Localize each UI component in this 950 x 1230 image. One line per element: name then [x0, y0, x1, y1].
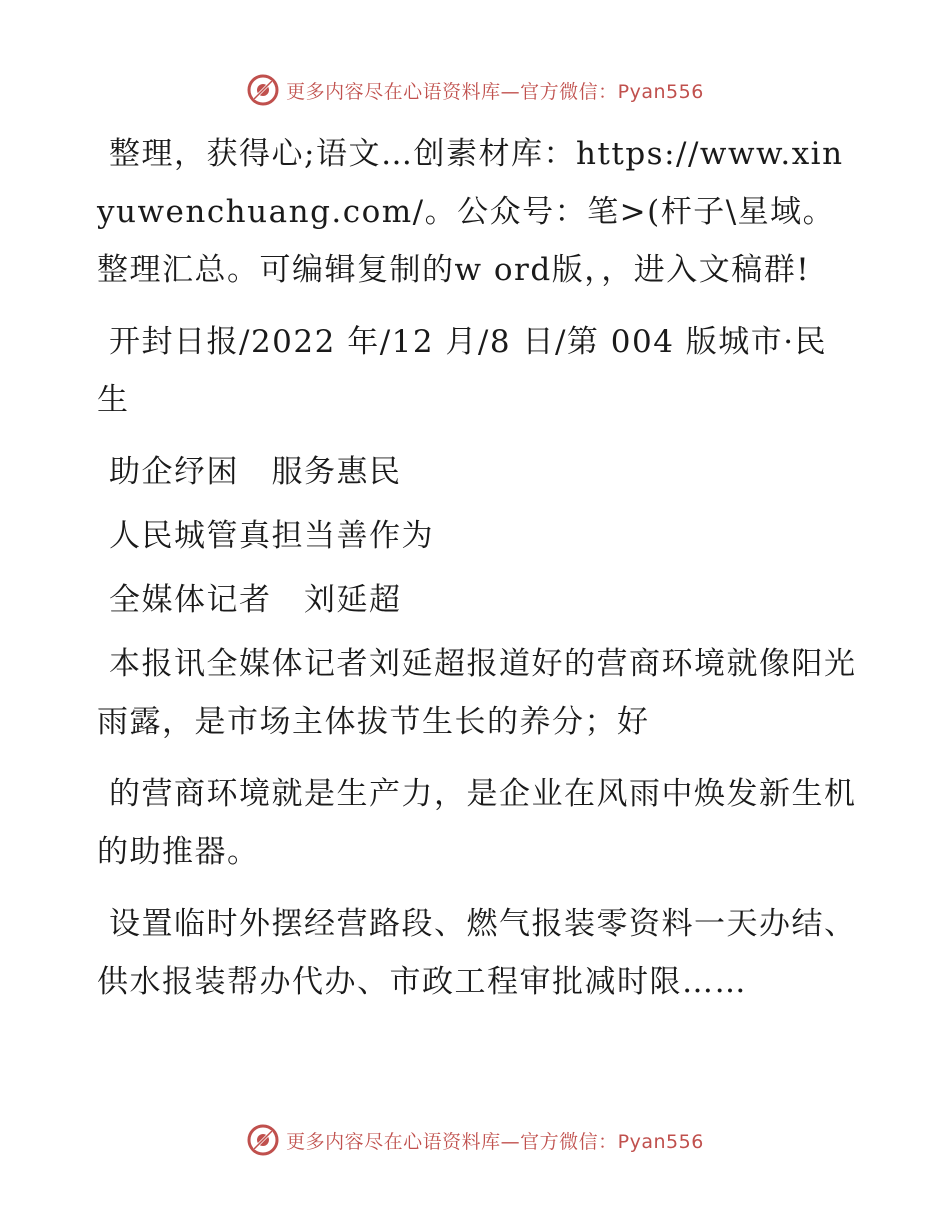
body-paragraph-3 [97, 895, 857, 1011]
pen-logo-icon [246, 1123, 280, 1157]
source-line [97, 313, 857, 429]
body-paragraph-2 [97, 765, 857, 881]
headline-primary-text: 助企纾困 服务惠民 [109, 454, 402, 490]
watermark-text: 更多内容尽在心语资料库—官方微信：Pyan556 [286, 80, 704, 103]
source-text: 开封日报/2022 年/12 月/8 日/第 004 版城市·民生 [97, 324, 828, 418]
headline-secondary-text: 人民城管真担当善作为 [109, 518, 434, 554]
intro-text: 整理，获得心;语文…创素材库：https://www.xinyuwenchuang.com/。公众号：笔>(杆子\星域。整理汇总。可编辑复制的w ord版，，进入文稿群! [97, 136, 844, 288]
body-paragraph-1 [97, 635, 857, 751]
intro-paragraph [97, 125, 857, 299]
headline-secondary [97, 507, 857, 565]
pen-logo-icon [246, 73, 280, 107]
watermark-footer [0, 1120, 950, 1160]
byline-text: 全媒体记者 刘延超 [109, 582, 402, 618]
document-body [97, 125, 857, 1025]
byline [97, 571, 857, 629]
headline-primary [97, 443, 857, 501]
body-text-1: 本报讯全媒体记者刘延超报道好的营商环境就像阳光雨露，是市场主体拔节生长的养分；好 [97, 646, 857, 740]
watermark-text: 更多内容尽在心语资料库—官方微信：Pyan556 [286, 1130, 704, 1153]
body-text-3: 设置临时外摆经营路段、燃气报装零资料一天办结、供水报装帮办代办、市政工程审批减时限…… [97, 906, 857, 1000]
body-text-2: 的营商环境就是生产力，是企业在风雨中焕发新生机的助推器。 [97, 776, 857, 870]
watermark-header [0, 70, 950, 110]
